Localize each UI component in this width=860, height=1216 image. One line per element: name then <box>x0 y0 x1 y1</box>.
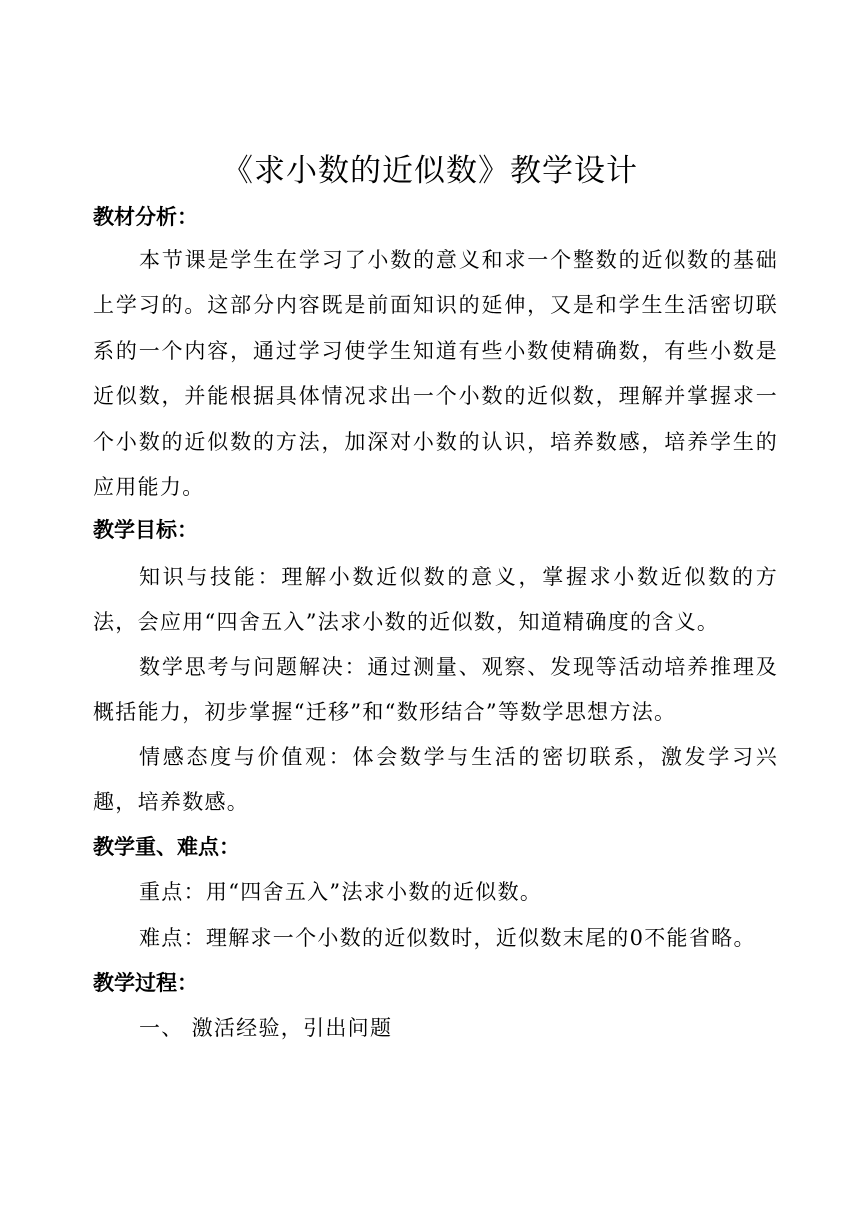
paragraph-analysis: 本节课是学生在学习了小数的意义和求一个整数的近似数的基础上学习的。这部分内容既是前面知识的延伸，又是和学生生活密切联系的一个内容，通过学习使学生知道有些小数使精确数，有些小数是近似数，并能根据具体情况求出一个小数的近似数，理解并掌握求一个小数的近似数的方法，加深对小数的认识，培养数感，培养学生的应用能力。 <box>93 248 778 500</box>
heading-goals: 教学目标： <box>93 518 198 542</box>
heading-analysis: 教材分析： <box>93 205 198 229</box>
difficult-point-line: 难点：理解求一个小数的近似数时，近似数末尾的0不能省略。 <box>139 926 756 950</box>
paragraph-goal-knowledge: 知识与技能：理解小数近似数的意义，掌握求小数近似数的方法，会应用“四舍五入”法求小数的近似数，知道精确度的含义。 <box>93 565 778 635</box>
key-point-line: 重点：用“四舍五入”法求小数的近似数。 <box>139 880 543 904</box>
heading-process: 教学过程： <box>93 971 198 995</box>
process-step-1: 一、 激活经验，引出问题 <box>139 1016 393 1040</box>
document-title: 《求小数的近似数》教学设计 <box>222 153 638 189</box>
heading-key-points: 教学重、难点： <box>93 835 240 859</box>
paragraph-goal-attitude: 情感态度与价值观：体会数学与生活的密切联系，激发学习兴趣，培养数感。 <box>93 745 778 815</box>
paragraph-goal-thinking: 数学思考与问题解决：通过测量、观察、发现等活动培养推理及概括能力，初步掌握“迁移”和“数形结合”等数学思想方法。 <box>93 655 778 725</box>
